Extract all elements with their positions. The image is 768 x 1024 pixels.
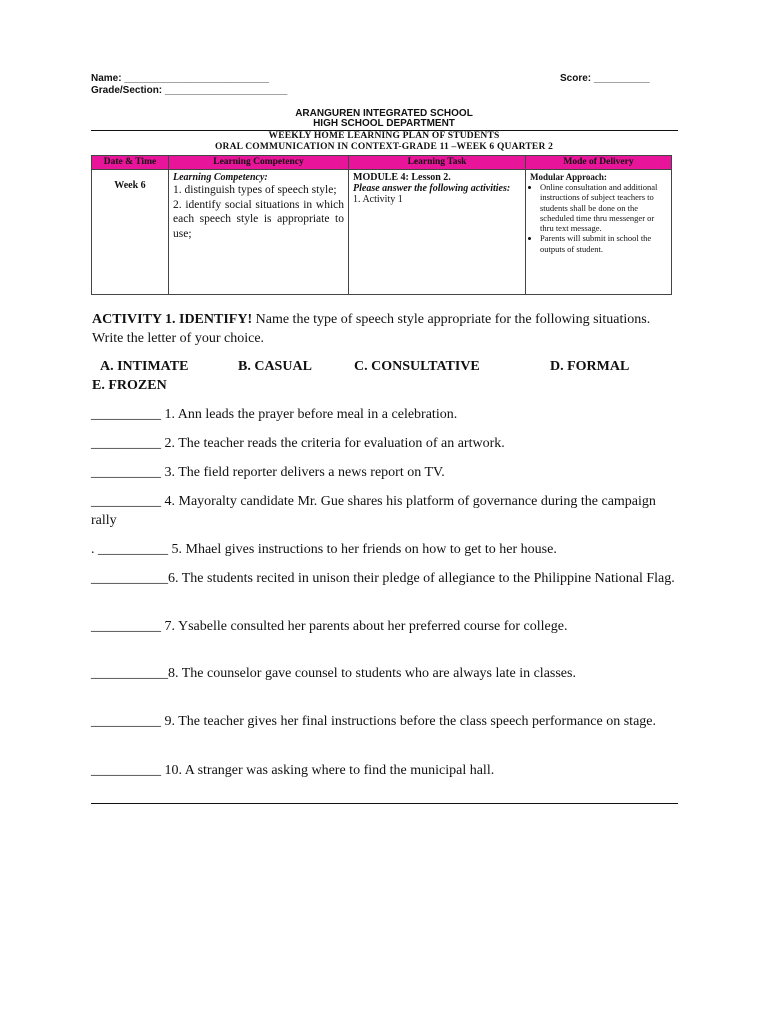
header-mode-of-delivery: Mode of Delivery <box>526 156 672 170</box>
week-cell: Week 6 <box>92 170 169 295</box>
table-header-row <box>92 156 672 170</box>
mode-item: • Parents will submit in school the outputs of student. <box>540 233 667 254</box>
activity-header <box>92 310 672 348</box>
choices-row <box>92 357 672 395</box>
plan-title: WEEKLY HOME LEARNING PLAN OF STUDENTS <box>268 131 500 141</box>
header-learning-competency: Learning Competency <box>169 156 349 170</box>
header-learning-task: Learning Task <box>349 156 526 170</box>
question-item-3: __________ 3. The field reporter delivers a news report on TV. <box>91 465 445 480</box>
choice-a: A. INTIMATE <box>100 359 189 374</box>
question-item-2: __________ 2. The teacher reads the criteria for evaluation of an artwork. <box>91 436 505 451</box>
grade-section-field-label: Grade/Section: ______________________ <box>91 85 288 96</box>
task-instruction: Please answer the following activities: <box>353 183 511 194</box>
mode-title: Modular Approach: <box>530 172 607 182</box>
score-field-label: Score: __________ <box>560 73 650 84</box>
table-row <box>92 170 672 295</box>
question-item-4: __________ 4. Mayoralty candidate Mr. Gue shares his platform of governance during the campaign rally <box>91 494 656 528</box>
question-item-5: . __________ 5. Mhael gives instructions to her friends on how to get to her house. <box>91 542 557 557</box>
choice-d: D. FORMAL <box>550 359 630 374</box>
mode-item: • Online consultation and additional instructions of subject teachers to students shall be done on the scheduled time thru messenger or thru text message. <box>540 182 667 233</box>
question-item-6: ___________6. The students recited in unison their pledge of allegiance to the Philippine National Flag. <box>91 571 675 586</box>
name-field-label: Name: __________________________ <box>91 73 269 84</box>
header-date-time: Date & Time <box>92 156 169 170</box>
competency-item: 2. identify social situations in which each speech style is appropriate to use; <box>173 198 344 240</box>
school-name: ARANGUREN INTEGRATED SCHOOL <box>295 108 473 119</box>
activity-instructions: Name the type of speech style appropriate for the following situations. Write the letter of your choice. <box>92 312 651 346</box>
task-item: 1. Activity 1 <box>353 194 403 205</box>
task-title: MODULE 4: Lesson 2. <box>353 172 451 183</box>
competency-item: 1. distinguish types of speech style; <box>173 184 337 196</box>
competency-cell <box>169 170 349 295</box>
mode-list <box>530 182 667 254</box>
mode-cell <box>526 170 672 295</box>
choice-b: B. CASUAL <box>238 359 312 374</box>
activity-title: ACTIVITY 1. IDENTIFY! <box>92 312 253 327</box>
choice-c: C. CONSULTATIVE <box>354 359 480 374</box>
question-item-1: __________ 1. Ann leads the prayer before meal in a celebration. <box>91 407 458 422</box>
task-cell <box>349 170 526 295</box>
learning-plan-table <box>91 155 672 295</box>
question-item-8: ___________8. The counselor gave counsel to students who are always late in classes. <box>91 666 576 681</box>
department-name: HIGH SCHOOL DEPARTMENT <box>313 118 455 129</box>
question-item-9: __________ 9. The teacher gives her final instructions before the class speech performance on stage. <box>91 714 656 729</box>
bottom-divider <box>91 803 678 804</box>
choice-e: E. FROZEN <box>92 378 167 393</box>
subject-line: ORAL COMMUNICATION IN CONTEXT-GRADE 11 –WEEK 6 QUARTER 2 <box>214 142 554 152</box>
competency-title: Learning Competency: <box>173 172 268 183</box>
question-item-7: __________ 7. Ysabelle consulted her parents about her preferred course for college. <box>91 619 568 634</box>
question-item-10: __________ 10. A stranger was asking where to find the municipal hall. <box>91 763 495 778</box>
